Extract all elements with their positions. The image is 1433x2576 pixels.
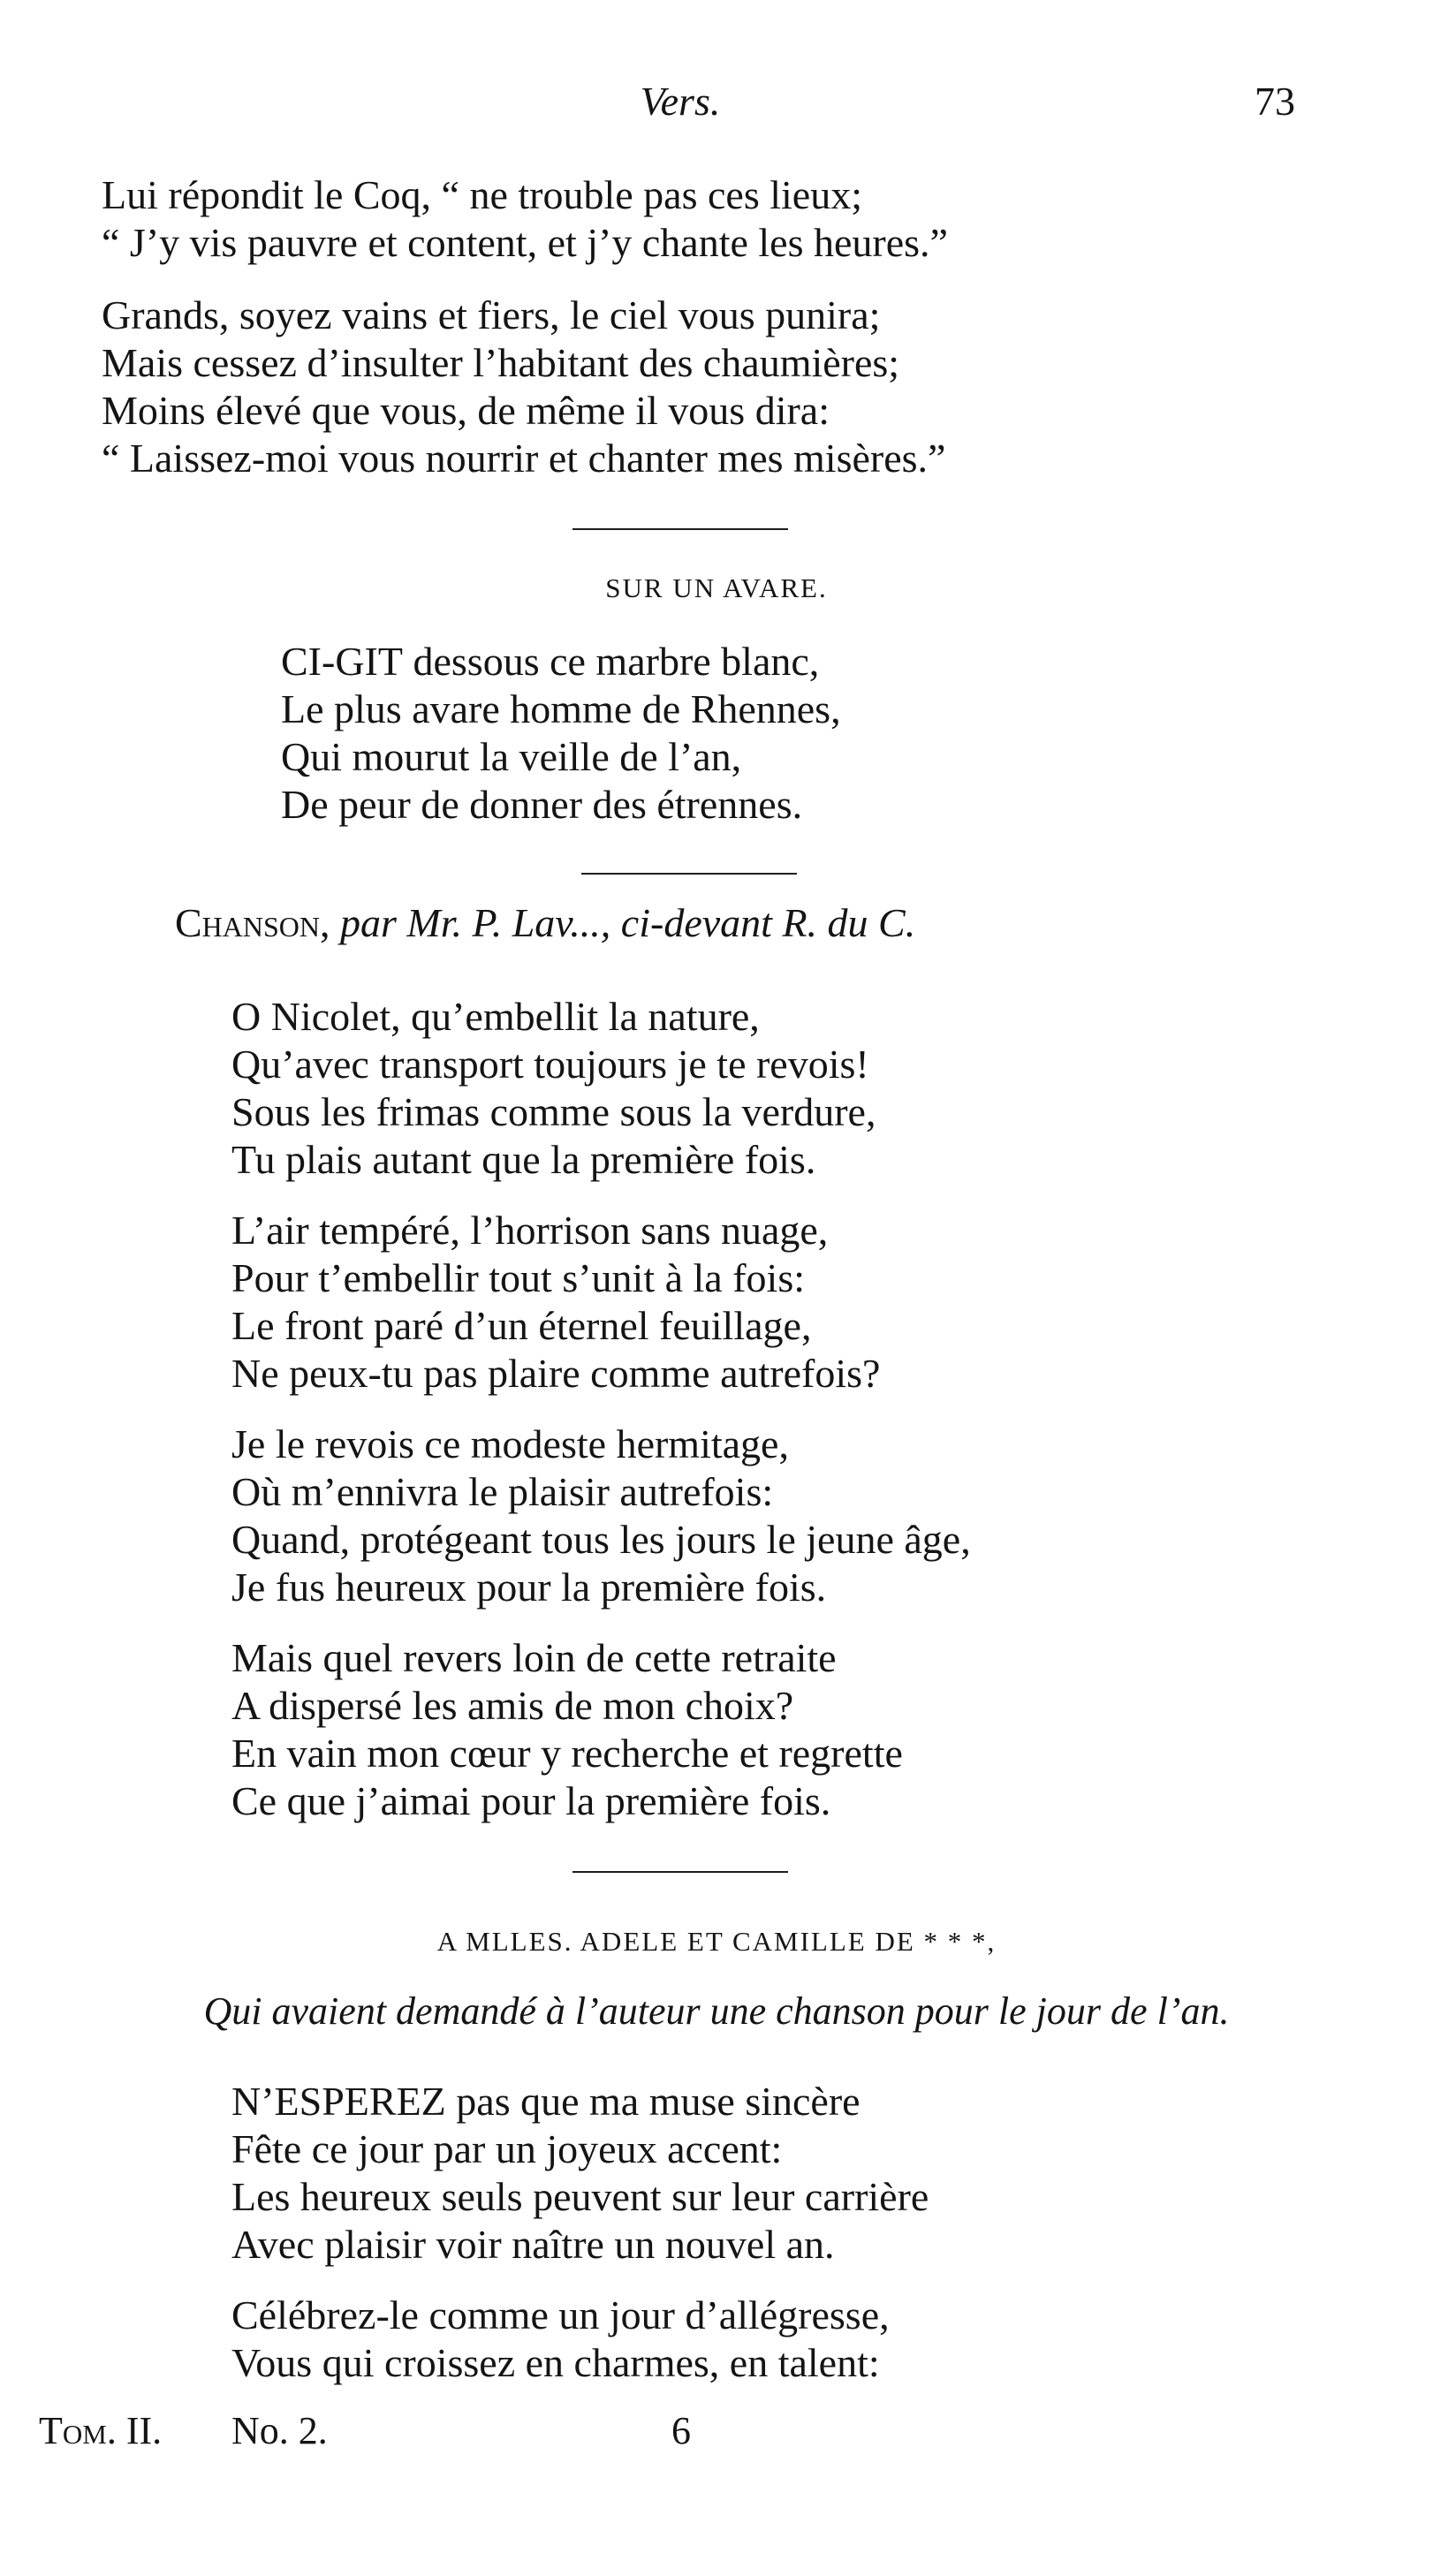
drop-word: N’ESPEREZ [231,2079,446,2124]
verse-line: Ne peux-tu pas plaire comme autrefois? [231,1351,881,1396]
avare-heading: SUR UN AVARE. [605,572,828,603]
verse-line: Qui mourut la veille de l’an, [281,734,742,779]
adele-heading: A MLLES. ADELE ET CAMILLE DE * * *, [436,1926,997,1957]
verse-line: Avec plaisir voir naître un nouvel an. [231,2222,835,2267]
verse-text: dessous ce marbre blanc, [402,639,820,684]
verse-line: “ Laissez-moi vous nourrir et chanter mes misères.” [102,436,946,481]
verse-line: “ J’y vis pauvre et content, et j’y chante les heures.” [102,220,948,265]
footer-number: No. 2. [231,2409,328,2452]
verse-line: En vain mon cœur y recherche et regrette [231,1731,903,1776]
verse-line: Le front paré d’un éternel feuillage, [231,1303,812,1348]
chanson-author: par Mr. P. Lav..., ci-devant R. du C. [330,900,916,945]
verse-line: Grands, soyez vains et fiers, le ciel vous punira; [102,292,881,337]
chanson-heading-line [175,899,1279,947]
verse-line: A dispersé les amis de mon choix? [231,1683,794,1728]
verse-line: Le plus avare homme de Rhennes, [281,686,841,731]
running-head: Vers. [640,79,721,124]
verse-line: Mais cessez d’insulter l’habitant des chaumières; [102,340,900,385]
adele-stanza-1 [231,2078,929,2269]
verse-text: pas que ma muse sincère [445,2079,861,2124]
page-number: 73 [1255,79,1295,124]
chanson-heading [175,899,1279,947]
verse-line: Qu’avec transport toujours je te revois! [231,1042,869,1087]
verse-line: Tu plais autant que la première fois. [231,1137,816,1182]
chanson-label: Chanson, [175,900,330,945]
verse-line: Lui répondit le Coq, “ ne trouble pas ces lieux; [102,172,862,217]
chanson-stanza-2 [231,1207,880,1398]
verse-line: Je le revois ce modeste hermitage, [231,1421,789,1466]
drop-word: CI-GIT [281,639,403,684]
verse-line: L’air tempéré, l’horrison sans nuage, [231,1208,829,1253]
chanson-stanza-3 [231,1421,971,1611]
verse-line: Ce que j’aimai pour la première fois. [231,1778,831,1823]
adele-subheading: Qui avaient demandé à l’auteur une chanson pour le jour de l’an. [203,1989,1230,2033]
footer-signature: 6 [671,2409,691,2452]
coq-stanza-2 [102,292,945,482]
verse-line: Célébrez-le comme un jour d’allégresse, [231,2292,890,2337]
verse-line: De peur de donner des étrennes. [281,782,803,827]
chanson-stanza-4 [231,1634,903,1825]
avare-poem [281,638,841,829]
verse-line: Sous les frimas comme sous la verdure, [231,1089,876,1134]
verse-line [281,638,841,686]
verse-line: Quand, protégeant tous les jours le jeune âge, [231,1517,971,1562]
section-divider [572,528,788,530]
verse-line: Où m’ennivra le plaisir autrefois: [231,1469,774,1514]
chanson-stanza-1 [231,993,876,1184]
adele-stanza-2 [231,2292,890,2387]
section-divider [581,873,797,875]
verse-line: Fête ce jour par un joyeux accent: [231,2126,783,2171]
footer-volume: Tom. II. [39,2409,163,2452]
coq-stanza-1 [102,171,948,267]
verse-line: Vous qui croissez en charmes, en talent: [231,2340,880,2385]
verse-line: Pour t’embellir tout s’unit à la fois: [231,1255,806,1300]
verse-line: Moins élevé que vous, de même il vous dira: [102,388,830,433]
verse-line: O Nicolet, qu’embellit la nature, [231,994,760,1039]
verse-line: Je fus heureux pour la première fois. [231,1565,827,1610]
verse-line: Mais quel revers loin de cette retraite [231,1635,837,1680]
section-divider [572,1871,788,1873]
verse-line [231,2078,929,2125]
verse-line: Les heureux seuls peuvent sur leur carrière [231,2174,929,2219]
